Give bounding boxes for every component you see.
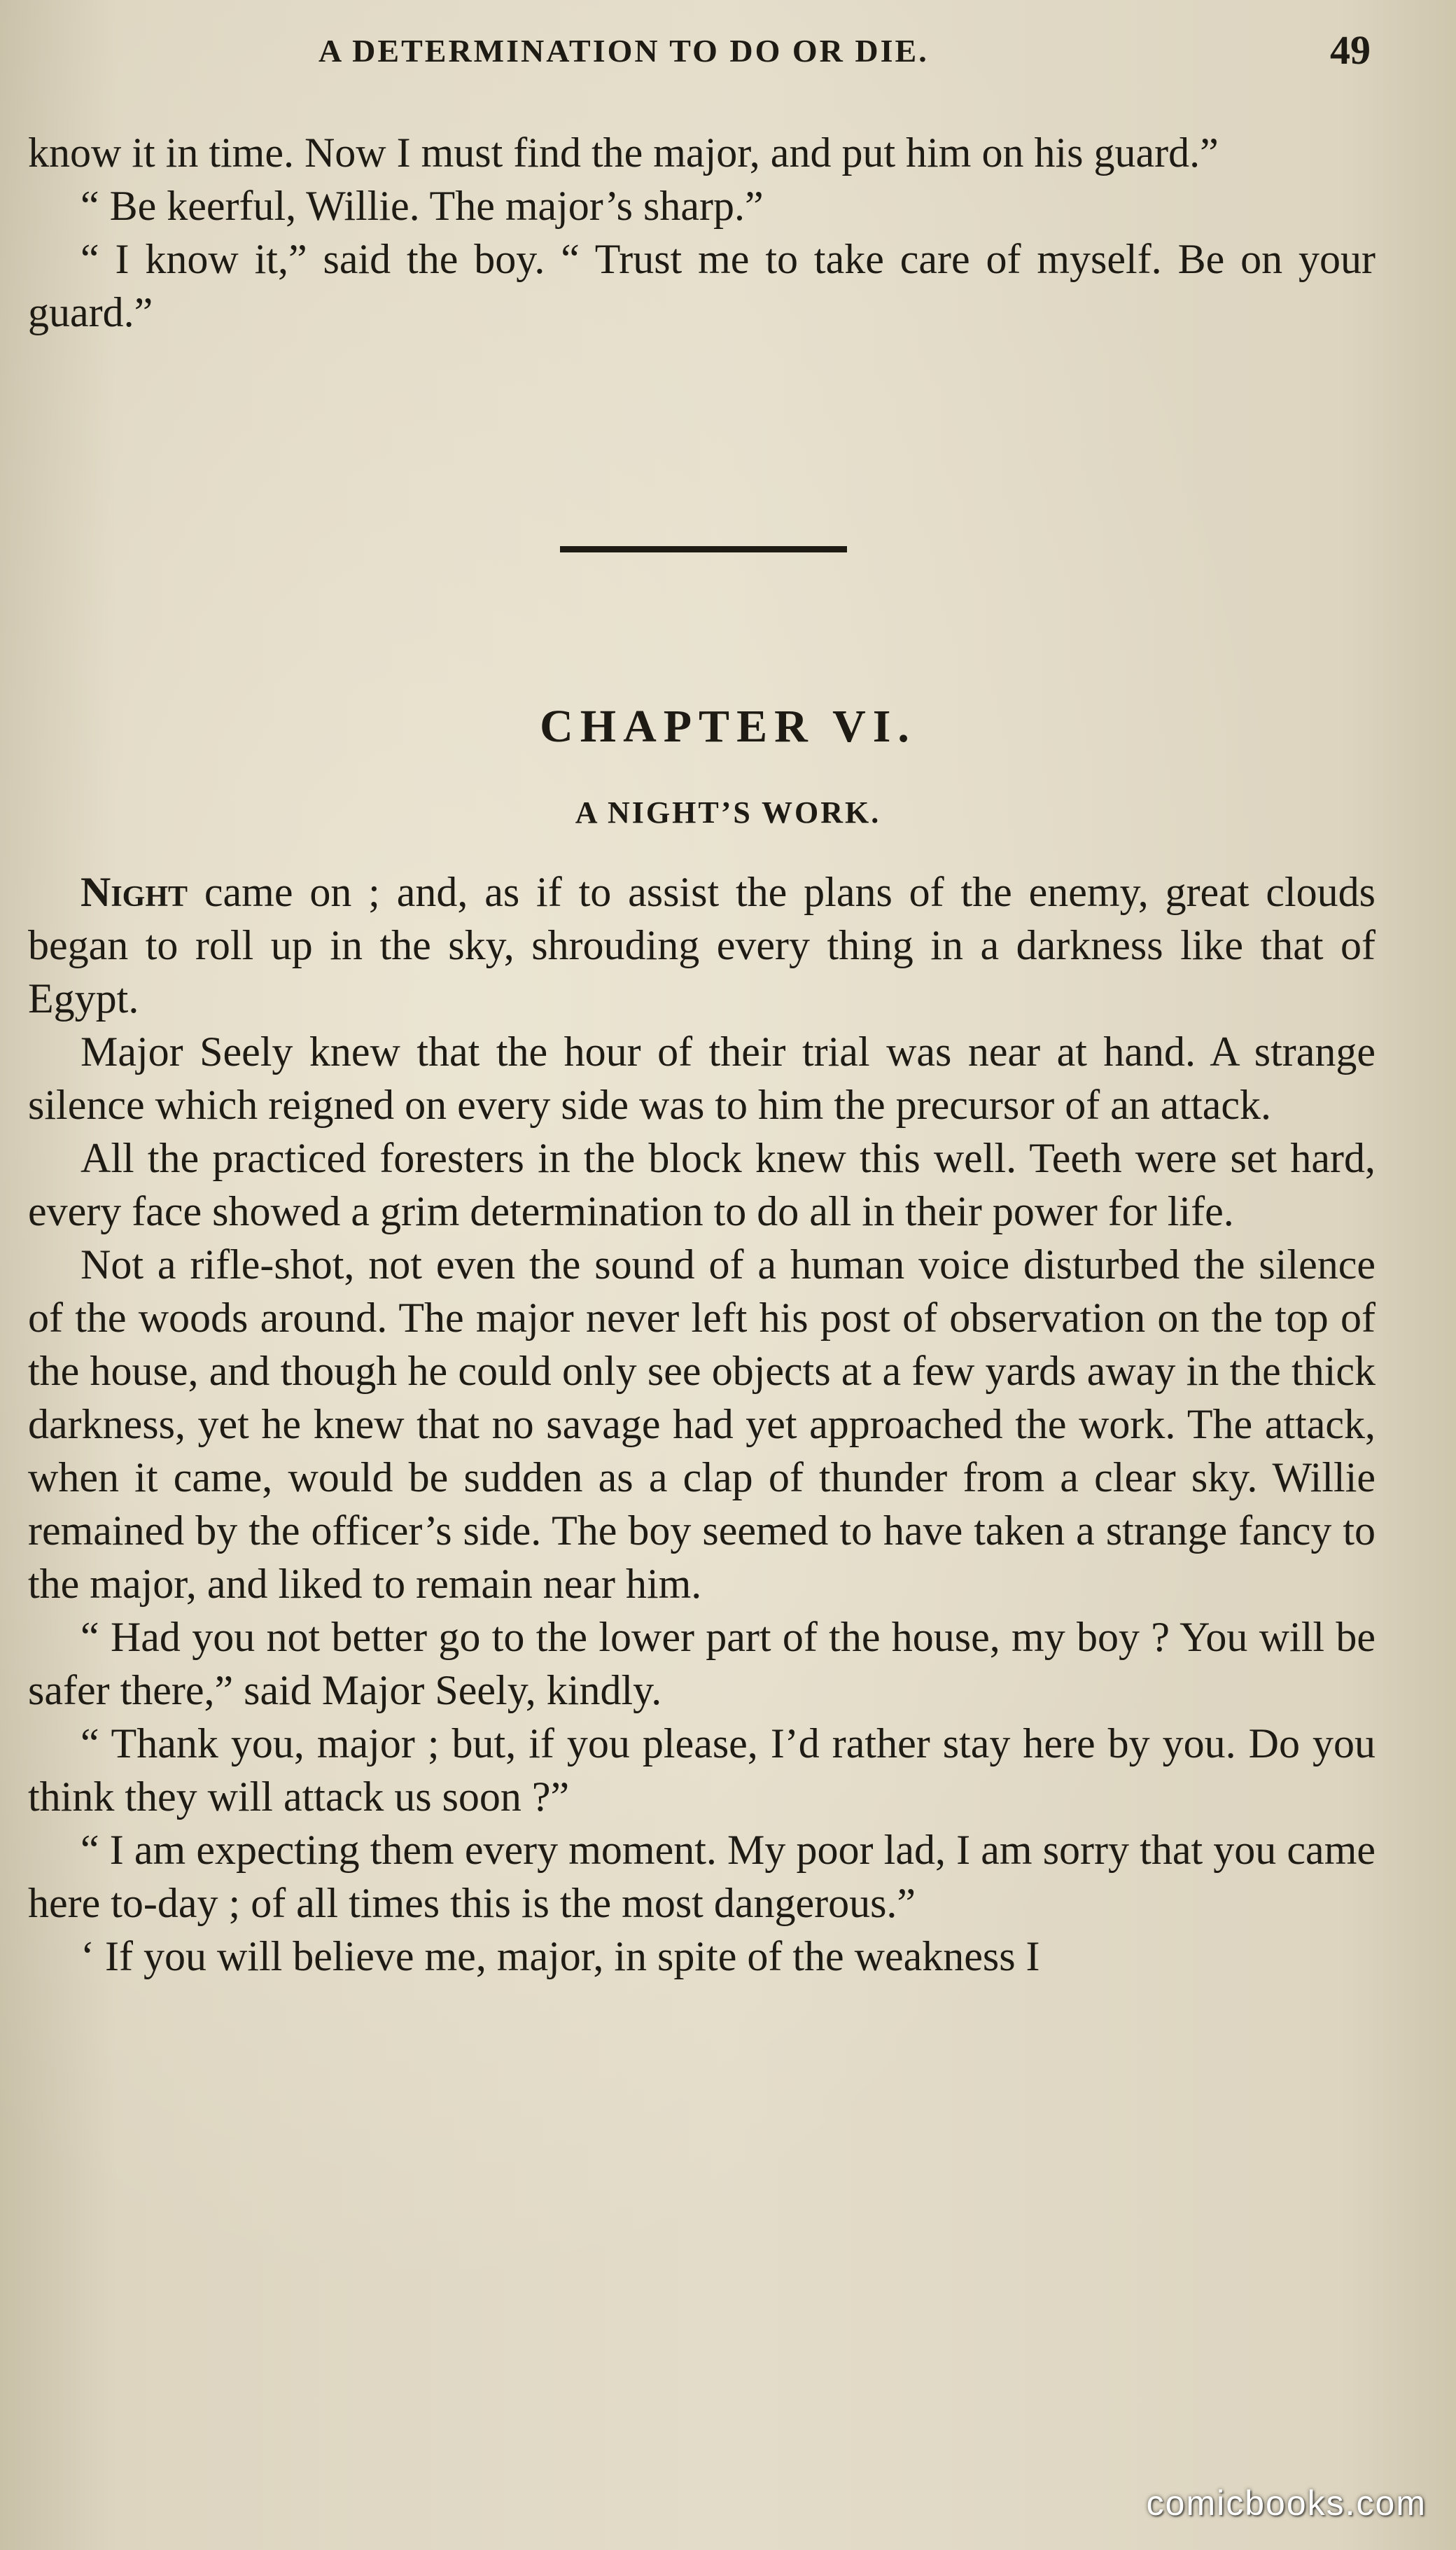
- body-paragraph: [28, 865, 1376, 1025]
- chapter-body: [28, 865, 1376, 1983]
- body-paragraph: “ Had you not better go to the lower part of the house, my boy ? You will be safer there,” said Major Seely, kindly.: [28, 1614, 1376, 1713]
- lead-word: Night: [80, 869, 188, 915]
- page-header: [0, 27, 1456, 76]
- intro-paragraph: “ I know it,” said the boy. “ Trust me to take care of myself. Be on your guard.”: [28, 236, 1376, 335]
- first-paragraph-text: came on ; and, as if to assist the plans of the enemy, great clouds began to roll up in the sky, shrouding every thing in a darkness like that of Egypt.: [28, 869, 1376, 1022]
- body-paragraph: Major Seely knew that the hour of their trial was near at hand. A strange silence which reigned on every side was to him the precursor of an attack.: [28, 1029, 1376, 1128]
- intro-paragraph: know it in time. Now I must find the major, and put him on his guard.”: [28, 130, 1219, 176]
- running-head: A DETERMINATION TO DO OR DIE.: [318, 33, 929, 69]
- body-paragraph: “ Thank you, major ; but, if you please, I’d rather stay here by you. Do you think they will attack us soon ?”: [28, 1720, 1376, 1820]
- intro-paragraph: “ Be keerful, Willie. The major’s sharp.”: [80, 183, 764, 229]
- page-number: 49: [1330, 27, 1371, 73]
- chapter-subtitle: A NIGHT’S WORK.: [575, 795, 881, 830]
- body-paragraph: “ I am expecting them every moment. My poor lad, I am sorry that you came here to-day ; of all times this is the most dangerous.”: [28, 1827, 1376, 1926]
- body-paragraph: ‘ If you will believe me, major, in spite of the weakness I: [80, 1933, 1040, 1979]
- body-paragraph: All the practiced foresters in the block knew this well. Teeth were set hard, every face showed a grim determination to do all in their power for life.: [28, 1135, 1376, 1234]
- body-paragraph: Not a rifle-shot, not even the sound of a human voice disturbed the silence of the woods around. The major never left his post of observation on the top of the house, and though he could only see objects at a few yards away in the thick darkness, yet he knew that no savage had yet approached the work. The attack, when it came, would be sudden as a clap of thunder from a clear sky. Willie remained by the officer’s side. The boy seemed to have taken a strange fancy to the major, and liked to remain near him.: [28, 1241, 1376, 1607]
- watermark: comicbooks.com: [1146, 2483, 1427, 2523]
- intro-text: [28, 126, 1376, 339]
- chapter-title: CHAPTER VI.: [540, 701, 916, 752]
- section-divider: [560, 546, 847, 552]
